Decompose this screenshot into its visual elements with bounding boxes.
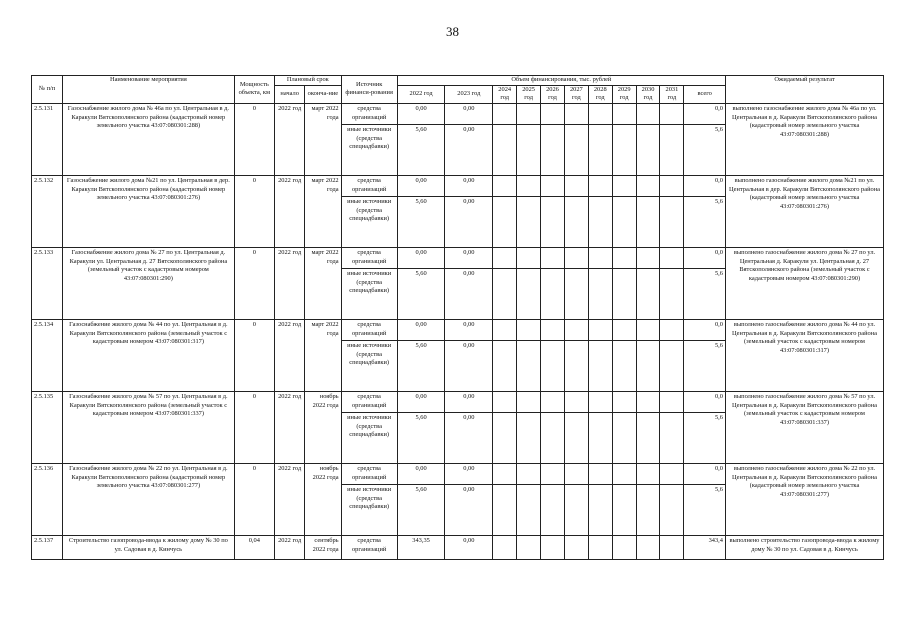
row-total: 5,6 xyxy=(684,484,726,535)
empty-cell xyxy=(612,463,636,484)
row-total: 5,6 xyxy=(684,340,726,391)
empty-cell xyxy=(636,124,660,175)
row-2022: 5,60 xyxy=(397,412,445,463)
header-name: Наименование мероприятия xyxy=(63,76,234,104)
header-year: 2022 год xyxy=(397,85,445,103)
empty-cell xyxy=(660,175,684,196)
empty-cell xyxy=(564,196,588,247)
row-start: 2022 год xyxy=(275,319,305,391)
empty-cell xyxy=(660,124,684,175)
empty-cell xyxy=(564,175,588,196)
row-total: 0,0 xyxy=(684,319,726,340)
empty-cell xyxy=(564,268,588,319)
row-source: иные источники (средства спецнадбавки) xyxy=(341,412,397,463)
empty-cell xyxy=(541,484,565,535)
row-source: средства организаций xyxy=(341,103,397,124)
row-source: иные источники (средства спецнадбавки) xyxy=(341,124,397,175)
table-row xyxy=(32,463,884,484)
empty-cell xyxy=(493,124,517,175)
header-start: начало xyxy=(275,85,305,103)
header-year: 2030 год xyxy=(636,85,660,103)
empty-cell xyxy=(660,391,684,412)
row-2023: 0,00 xyxy=(445,268,493,319)
empty-cell xyxy=(517,196,541,247)
header-num: № п/п xyxy=(32,76,63,104)
empty-cell xyxy=(564,412,588,463)
empty-cell xyxy=(660,103,684,124)
row-result: выполнено газоснабжение жилого дома № 44 по ул. Центральная в д. Каракули Вятскополянского района (земельный участок с кадастровым номером 43:07:080301:317) xyxy=(725,319,883,391)
empty-cell xyxy=(660,319,684,340)
row-result: выполнено строительство газопровода-ввода к жилому дому № 30 по ул. Садовая в д. Кинчусь xyxy=(725,535,883,559)
row-name: Газоснабжение жилого дома №21 по ул. Центральная в дер. Каракули Вятскополянского района (кадастровый номер земельного участка 43:07:080301:276) xyxy=(63,175,234,247)
empty-cell xyxy=(612,484,636,535)
empty-cell xyxy=(541,175,565,196)
empty-cell xyxy=(517,103,541,124)
row-num: 2.5.132 xyxy=(32,175,63,247)
empty-cell xyxy=(636,319,660,340)
row-name: Газоснабжение жилого дома № 44 по ул. Центральная в д. Каракули Вятскополянского района (земельный участок с кадастровым номером 43:07:080301:317) xyxy=(63,319,234,391)
empty-cell xyxy=(517,340,541,391)
row-start: 2022 год xyxy=(275,535,305,559)
empty-cell xyxy=(493,535,517,559)
row-total: 5,6 xyxy=(684,124,726,175)
empty-cell xyxy=(588,391,612,412)
header-total: всего xyxy=(684,85,726,103)
empty-cell xyxy=(564,103,588,124)
row-2023: 0,00 xyxy=(445,535,493,559)
row-total: 0,0 xyxy=(684,463,726,484)
empty-cell xyxy=(660,484,684,535)
empty-cell xyxy=(493,319,517,340)
empty-cell xyxy=(493,391,517,412)
header-planned: Плановый срок xyxy=(275,76,342,86)
row-result: выполнено газоснабжение жилого дома № 27 по ул. Центральная д. Каракули ул. Центральная д. 27 Вятскополянского района (земельный участок с кадастровым номером 43:07:080301:290) xyxy=(725,247,883,319)
empty-cell xyxy=(660,340,684,391)
table-row xyxy=(32,319,884,340)
header-year: 2026 год xyxy=(541,85,565,103)
row-source: средства организаций xyxy=(341,247,397,268)
empty-cell xyxy=(636,391,660,412)
empty-cell xyxy=(564,124,588,175)
empty-cell xyxy=(517,175,541,196)
header-year: 2023 год xyxy=(445,85,493,103)
row-2023: 0,00 xyxy=(445,463,493,484)
row-power: 0,04 xyxy=(234,535,275,559)
empty-cell xyxy=(612,196,636,247)
empty-cell xyxy=(588,175,612,196)
empty-cell xyxy=(564,340,588,391)
empty-cell xyxy=(564,319,588,340)
table-row xyxy=(32,391,884,412)
row-start: 2022 год xyxy=(275,175,305,247)
empty-cell xyxy=(612,103,636,124)
row-power: 0 xyxy=(234,319,275,391)
row-result: выполнено газоснабжение жилого дома №21 по ул. Центральная в дер. Каракули Вятскополянского района (кадастровый номер земельного участка 43:07:080301:276) xyxy=(725,175,883,247)
empty-cell xyxy=(564,391,588,412)
row-2022: 5,60 xyxy=(397,268,445,319)
row-2023: 0,00 xyxy=(445,247,493,268)
row-name: Строительство газопровода-ввода к жилому дому № 30 по ул. Садовая в д. Кинчусь xyxy=(63,535,234,559)
empty-cell xyxy=(541,412,565,463)
empty-cell xyxy=(636,268,660,319)
row-start: 2022 год xyxy=(275,391,305,463)
empty-cell xyxy=(517,268,541,319)
row-total: 5,6 xyxy=(684,268,726,319)
empty-cell xyxy=(493,463,517,484)
row-total: 343,4 xyxy=(684,535,726,559)
table-row xyxy=(32,535,884,559)
header-end: оконча-ние xyxy=(305,85,341,103)
row-2023: 0,00 xyxy=(445,103,493,124)
empty-cell xyxy=(636,484,660,535)
empty-cell xyxy=(517,319,541,340)
page-number: 38 xyxy=(446,24,459,39)
empty-cell xyxy=(517,484,541,535)
header-funding: Объем финансирования, тыс. рублей xyxy=(397,76,725,86)
row-power: 0 xyxy=(234,463,275,535)
empty-cell xyxy=(517,412,541,463)
empty-cell xyxy=(636,412,660,463)
row-name: Газоснабжение жилого дома № 46а по ул. Центральная в д. Каракули Вятскополянского района (кадастровый номер земельного участка 43:07:080301:288) xyxy=(63,103,234,175)
empty-cell xyxy=(541,268,565,319)
row-num: 2.5.135 xyxy=(32,391,63,463)
row-result: выполнено газоснабжение жилого дома № 46а по ул. Центральная в д. Каракули Вятскополянского района (кадастровый номер земельного участка 43:07:080301:288) xyxy=(725,103,883,175)
empty-cell xyxy=(493,340,517,391)
empty-cell xyxy=(612,268,636,319)
empty-cell xyxy=(588,268,612,319)
row-end: ноябрь 2022 года xyxy=(305,391,341,463)
empty-cell xyxy=(588,340,612,391)
empty-cell xyxy=(493,268,517,319)
empty-cell xyxy=(564,535,588,559)
row-2023: 0,00 xyxy=(445,412,493,463)
empty-cell xyxy=(660,412,684,463)
row-num: 2.5.133 xyxy=(32,247,63,319)
empty-cell xyxy=(588,124,612,175)
empty-cell xyxy=(612,319,636,340)
row-2022: 0,00 xyxy=(397,319,445,340)
row-total: 0,0 xyxy=(684,175,726,196)
empty-cell xyxy=(541,103,565,124)
empty-cell xyxy=(636,463,660,484)
header-year: 2028 год xyxy=(588,85,612,103)
header-source: Источник финанси-рования xyxy=(341,76,397,104)
row-source: иные источники (средства спецнадбавки) xyxy=(341,484,397,535)
empty-cell xyxy=(660,247,684,268)
empty-cell xyxy=(564,463,588,484)
header-year: 2031 год xyxy=(660,85,684,103)
empty-cell xyxy=(493,484,517,535)
row-num: 2.5.134 xyxy=(32,319,63,391)
row-2023: 0,00 xyxy=(445,124,493,175)
empty-cell xyxy=(517,247,541,268)
empty-cell xyxy=(636,196,660,247)
row-2022: 5,60 xyxy=(397,340,445,391)
empty-cell xyxy=(612,412,636,463)
row-2022: 5,60 xyxy=(397,124,445,175)
empty-cell xyxy=(660,268,684,319)
row-end: март 2022 года xyxy=(305,103,341,175)
row-total: 0,0 xyxy=(684,247,726,268)
row-2022: 0,00 xyxy=(397,103,445,124)
empty-cell xyxy=(636,103,660,124)
empty-cell xyxy=(541,196,565,247)
row-name: Газоснабжение жилого дома № 27 по ул. Центральная д. Каракули ул. Центральная д. 27 Вятскополянского района (земельный участок с кадастровым номером 43:07:080301:290) xyxy=(63,247,234,319)
table-header xyxy=(32,76,884,104)
header-year: 2027 год xyxy=(564,85,588,103)
empty-cell xyxy=(541,124,565,175)
row-source: средства организаций xyxy=(341,391,397,412)
empty-cell xyxy=(541,535,565,559)
row-end: март 2022 года xyxy=(305,319,341,391)
empty-cell xyxy=(541,463,565,484)
table-row xyxy=(32,247,884,268)
empty-cell xyxy=(660,196,684,247)
row-result: выполнено газоснабжение жилого дома № 22 по ул. Центральная в д. Каракули Вятскополянского района (кадастровый номер земельного участка 43:07:080301:277) xyxy=(725,463,883,535)
empty-cell xyxy=(588,484,612,535)
row-2023: 0,00 xyxy=(445,484,493,535)
row-2022: 0,00 xyxy=(397,463,445,484)
empty-cell xyxy=(588,103,612,124)
row-2023: 0,00 xyxy=(445,175,493,196)
row-name: Газоснабжение жилого дома № 22 по ул. Центральная в д. Каракули Вятскополянского района (кадастровый номер земельного участка 43:07:080301:277) xyxy=(63,463,234,535)
empty-cell xyxy=(612,247,636,268)
header-result: Ожидаемый результат xyxy=(725,76,883,104)
empty-cell xyxy=(541,319,565,340)
row-2023: 0,00 xyxy=(445,319,493,340)
row-power: 0 xyxy=(234,103,275,175)
row-source: средства организаций xyxy=(341,463,397,484)
empty-cell xyxy=(660,535,684,559)
row-2022: 343,35 xyxy=(397,535,445,559)
empty-cell xyxy=(564,247,588,268)
empty-cell xyxy=(636,535,660,559)
empty-cell xyxy=(588,412,612,463)
header-year: 2029 год xyxy=(612,85,636,103)
empty-cell xyxy=(564,484,588,535)
row-2023: 0,00 xyxy=(445,340,493,391)
table-body xyxy=(32,103,884,559)
empty-cell xyxy=(493,412,517,463)
empty-cell xyxy=(493,103,517,124)
header-year: 2025 год xyxy=(517,85,541,103)
empty-cell xyxy=(588,535,612,559)
empty-cell xyxy=(612,391,636,412)
empty-cell xyxy=(612,124,636,175)
row-num: 2.5.137 xyxy=(32,535,63,559)
empty-cell xyxy=(636,340,660,391)
row-power: 0 xyxy=(234,175,275,247)
empty-cell xyxy=(517,463,541,484)
row-2022: 0,00 xyxy=(397,175,445,196)
table-row xyxy=(32,103,884,124)
row-end: сентябрь 2022 года xyxy=(305,535,341,559)
row-total: 0,0 xyxy=(684,103,726,124)
row-source: средства организаций xyxy=(341,319,397,340)
row-total: 0,0 xyxy=(684,391,726,412)
row-2023: 0,00 xyxy=(445,391,493,412)
row-num: 2.5.136 xyxy=(32,463,63,535)
row-2022: 0,00 xyxy=(397,247,445,268)
empty-cell xyxy=(517,535,541,559)
empty-cell xyxy=(588,247,612,268)
empty-cell xyxy=(588,319,612,340)
empty-cell xyxy=(541,340,565,391)
empty-cell xyxy=(541,247,565,268)
empty-cell xyxy=(541,391,565,412)
empty-cell xyxy=(517,391,541,412)
empty-cell xyxy=(660,463,684,484)
row-2022: 5,60 xyxy=(397,196,445,247)
row-name: Газоснабжение жилого дома № 57 по ул. Центральная в д. Каракули Вятскополянского района (земельный участок с кадастровым номером 43:07:080301:337) xyxy=(63,391,234,463)
row-end: март 2022 года xyxy=(305,175,341,247)
funding-table xyxy=(31,75,884,560)
empty-cell xyxy=(636,175,660,196)
row-start: 2022 год xyxy=(275,247,305,319)
row-power: 0 xyxy=(234,391,275,463)
header-power: Мощность объекта, км xyxy=(234,76,275,104)
row-source: средства организаций xyxy=(341,535,397,559)
empty-cell xyxy=(588,196,612,247)
empty-cell xyxy=(612,535,636,559)
empty-cell xyxy=(517,124,541,175)
empty-cell xyxy=(612,175,636,196)
row-end: март 2022 года xyxy=(305,247,341,319)
row-start: 2022 год xyxy=(275,103,305,175)
empty-cell xyxy=(636,247,660,268)
row-power: 0 xyxy=(234,247,275,319)
empty-cell xyxy=(493,175,517,196)
row-num: 2.5.131 xyxy=(32,103,63,175)
row-start: 2022 год xyxy=(275,463,305,535)
empty-cell xyxy=(493,247,517,268)
row-total: 5,6 xyxy=(684,196,726,247)
row-2023: 0,00 xyxy=(445,196,493,247)
row-end: ноябрь 2022 года xyxy=(305,463,341,535)
row-result: выполнено газоснабжение жилого дома № 57 по ул. Центральная в д. Каракули Вятскополянского района (земельный участок с кадастровым номером 43:07:080301:337) xyxy=(725,391,883,463)
row-source: иные источники (средства спецнадбавки) xyxy=(341,340,397,391)
row-2022: 0,00 xyxy=(397,391,445,412)
empty-cell xyxy=(493,196,517,247)
row-source: иные источники (средства спецнадбавки) xyxy=(341,268,397,319)
row-2022: 5,60 xyxy=(397,484,445,535)
row-source: иные источники (средства спецнадбавки) xyxy=(341,196,397,247)
row-source: средства организаций xyxy=(341,175,397,196)
empty-cell xyxy=(588,463,612,484)
header-year: 2024 год xyxy=(493,85,517,103)
table-row xyxy=(32,175,884,196)
row-total: 5,6 xyxy=(684,412,726,463)
empty-cell xyxy=(612,340,636,391)
